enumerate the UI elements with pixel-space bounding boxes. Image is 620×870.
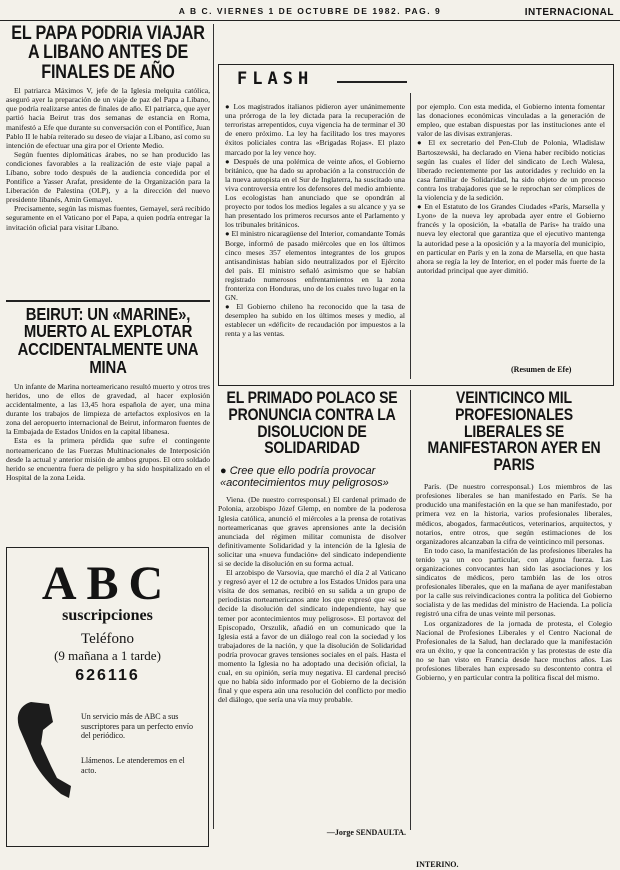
- flash-column-2: [417, 93, 605, 353]
- headline-papa: EL PAPA PODRIA VIAJAR A LIBANO ANTES DE FINALES DE AÑO: [11, 23, 205, 83]
- flash-box: [218, 64, 614, 386]
- right-column: [416, 389, 612, 870]
- article-beirut-p2: Esta es la primera pérdida que sufre el contingente norteamericano de las Fuerzas Multinacionales de Interposición desde la actual y anterior misión de ambos grupos. El otro soldado herido se encuentra fuera de peligro y ha sido hospitalizado en el Hospital de la zona Leida.: [6, 436, 210, 482]
- ad-telefono: Teléfono: [80, 631, 135, 647]
- header-line: A B C. VIERNES 1 DE OCTUBRE DE 1982. PAG. 9: [178, 6, 442, 16]
- headline-primado: EL PRIMADO POLACO SE PRONUNCIA CONTRA LA DISOLUCION DE SOLIDARIDAD: [226, 389, 398, 458]
- flash-column-1: [225, 93, 405, 381]
- right-byline: INTERINO.: [416, 860, 459, 870]
- ad-subtitle: suscripciones: [62, 607, 153, 624]
- divider: [6, 300, 210, 301]
- center-p1: Viena. (De nuestro corresponsal.) El cardenal primado de Polonia, arzobispo Józef Glemp, en nombre de la poderosa Iglesia católica, anunció el miércoles a la prensa de rotativas norteamericanas que graves aprensiones ante la decisión anunciada del régimen militar comunista de disolver definitivamente Solidaridad y la intención de la Iglesia de solicitar una «nueva fundación» del sindicato independiente si se decide la disolución en su forma actual.: [218, 495, 406, 568]
- article-papa-p1: El patriarca Máximos V, jefe de la Iglesia melquita católica, aseguró ayer la preparación de un viaje de paz del Papa a Líbano, que podría realizarse antes de finales de año. El patriarca, que ayer partió hacia Beirut tras dos semanas de estancia en Roma, manifestó a Efe que durante su conversación con el Pontífice, Juan Pablo II le había reiterado su deseo de viajar a Líbano, así como su intención de efectuar una gira por el Oriente Medio.: [6, 86, 210, 150]
- flash-text-2: por ejemplo. Con esta medida, el Gobierno intenta fomentar las donaciones económicas vinculadas a la generación de empleo, que estaban dispuestas por las instituciones ante el valor de las divisas extranjeras. ● El ex secretario del Pen-Club de Polonia, Wladislaw Bartoszewski, ha declarado en Viena haber recibido noticias según las cuales el líder del sindicato de Lech Walesa, liberado recientemente por las autoridades y recluido en la casa familiar de Solidaridad, ha sido objeto de un proceso contra los trabajadores que se le reprochan ser cómplices de la violencia y de la sedición. ● En el Estatuto de los Grandes Ciudades «París, Marsella y Lyon» de la nueva ley aprobada ayer entre el Gobierno francés y la oposición, la «batalla de París» ha traído una nueva ley electoral que garantiza que el ejecutivo mantenga la autoridad pese a la oposición y a la mayoría del municipio, en particular en París y en la zona de Marsella, en que hasta ahora se regía la ley de Interior, en el poder más fuerte de la autoridad principal que ayer dimitió.: [417, 102, 605, 275]
- column-divider-right: [410, 390, 411, 830]
- abc-subscription-ad: [6, 547, 209, 847]
- flash-rule: [337, 81, 407, 83]
- article-papa-p3: Precisamente, según las mismas fuentes, Gemayel, será recibido seguramente en el Vaticano por el Papa, a quien podría entregar la invitación oficial para visitar Líbano.: [6, 204, 210, 232]
- center-p2: El arzobispo de Varsovia, que marchó el día 2 al Vaticano y regresó ayer el 12 de octubre a los Estados Unidos para una visita de dos semanas, recibió en su salida a un grupo de periodistas norteamericanos ante los que expresó que «si se decide la disolución del sindicato independiente, hay que temer por acontecimientos muy peligrosos». El portavoz del Episcopado, Orszulik, añadió en un comunicado que la Iglesia está a favor de un diálogo real con la sociedad y los trabajadores de la nación, y que la disolución de Solidaridad podría provocar graves tensiones sociales en el país. Hasta el momento la Iglesia no ha adoptado una decisión oficial, la cual, en su opinión, sería muy negativa. El cardenal precisó que no había sido informado por el Gobierno de la decisión final y que espera aún una resolución del conflicto por medio del diálogo, que sería una vía muy probable.: [218, 568, 406, 705]
- column-divider-left: [213, 24, 214, 829]
- flash-divider: [410, 93, 411, 379]
- article-beirut-p1: Un infante de Marina norteamericano resultó muerto y otros tres heridos, uno de ellos de gravedad, al hacer explosión accidentalmente, a las 13,45 hora española de ayer, una mina durante los trabajos de limpieza de artefactos explosivos en la zona del aeropuerto internacional de Beirut, informaron fuentes de la Embajada de Estados Unidos en la capital libanesa.: [6, 381, 210, 437]
- left-column: [6, 24, 210, 829]
- center-column: [218, 389, 406, 838]
- pullquote-text: Cree que ello podría provocar «acontecimientos muy peligrosos»: [220, 465, 389, 490]
- right-p3: Los organizadores de la jornada de protesta, el Colegio Nacional de Profesiones Liberales y el Centro Nacional de Profesionales de la Salud, han declarado que la manifestación era un éxito, y que la concentración y las protestas de este día no se han visto en Francia desde hace muchos años. Las profesiones liberales han expresado su descontento contra el Gobierno, y en particular contra la política fiscal del mismo.: [416, 618, 612, 683]
- article-papa-p2: Según fuentes diplomáticas árabes, no se han producido las condiciones favorables a la realización de este viaje papal a Líbano, sobre todo después de la audiencia concedida por el Pontífice a Yasser Arafat, presidente de la Organización para la Liberación de Palestina (OLP), y a la dirección del nuevo presidente libanés, Amin Gemayel.: [6, 149, 210, 205]
- bullet-icon: ●: [220, 465, 230, 478]
- page-header: [0, 4, 620, 21]
- right-body: [416, 482, 612, 860]
- headline-profesionales: VEINTICINCO MIL PROFESIONALES LIBERALES SE MANIFESTARON AYER EN PARIS: [427, 389, 601, 475]
- right-p2: En todo caso, la manifestación de las profesiones liberales ha tenido ya un eco particular, con alguna fuerza. Las organizaciones convocantes han sido las asociaciones y los sindicatos de médicos, pero también las de los otros profesionales liberales, que en la mañana de ayer manifestaban por la calle sus reivindicaciones contra la política del Gobierno socialista y de las medidas del ministro de Hacienda. La policía registró una cifra de unas veinte mil personas.: [416, 545, 612, 619]
- flash-text-1: ● Los magistrados italianos pidieron ayer unánimemente una prórroga de la ley dictada para la recuperación de terroristas arrepentidos, cuya vigencia ha de terminar el 30 de enero próximo. La ley ha facilitado los tres mayores éxitos policiales contra las «Brigadas Rojas». El plazo marcado por la ley vence hoy. ● Después de una polémica de veinte años, el Gobierno británico, que ha dado su aprobación a la construcción de la nueva autopista en el Sur de Inglaterra, ha suscitado una viva controversia entre los defensores del medio ambiente. Los ecologistas han anunciado que se opondrán al proyecto por todos los medios legales a su alcance y ya se han presentado los primeros recursos ante el Parlamento y los tribunales británicos. ● El ministro nicaragüense del Interior, comandante Tomás Borge, informó de pasado miércoles que en los últimos cinco meses 357 elementos integrantes de los grupos antisandinistas habían sido neutralizados por el Ejército del país. El ministro señaló asimismo que se habían registrado numerosos enfrentamientos en la zona fronteriza con Honduras, uno de los cuales tuvo lugar en la GN. ● El Gobierno chileno ha reconocido que la tasa de desempleo ha subido en los últimos meses y medio, al establecer un «déficit» de recaudación por impuestos a la renta y a las ventas.: [225, 102, 405, 339]
- headline-beirut: BEIRUT: UN «MARINE», MUERTO AL EXPLOTAR ACCIDENTALMENTE UNA MINA: [17, 303, 199, 378]
- article-beirut-body: [6, 382, 210, 514]
- flash-credit: (Resumen de Efe): [511, 365, 572, 374]
- telephone-icon: [13, 698, 73, 808]
- abc-logo: ABC: [41, 557, 174, 610]
- ad-text-call: Llámenos. Le atenderemos en el acto.: [81, 756, 185, 775]
- ad-text-service: Un servicio más de ABC a sus suscriptores para un perfecto envío del periódico.: [81, 712, 193, 740]
- center-byline: —Jorge SENDAULTA.: [326, 828, 406, 838]
- right-p1: París. (De nuestro corresponsal.) Los miembros de las profesiones liberales se han manifestado en París. Se ha producido una manifestación en la que se han manifestado, por primera vez en la historia, varios profesionales liberales, médicos, abogados, farmacéuticos, veterinarios, arquitectos, y notarios, entre otros, que según estimaciones de los organizadores alcanzaban la cifra de veinticinco mil personas.: [416, 482, 612, 546]
- ad-phone-number: 626116: [75, 667, 140, 684]
- ad-hours: (9 mañana a 1 tarde): [54, 648, 161, 663]
- article-papa-body: [6, 86, 210, 296]
- section-name: INTERNACIONAL: [524, 7, 614, 18]
- center-body: [218, 495, 406, 827]
- flash-title: FLASH: [237, 69, 314, 89]
- pullquote: [218, 465, 406, 489]
